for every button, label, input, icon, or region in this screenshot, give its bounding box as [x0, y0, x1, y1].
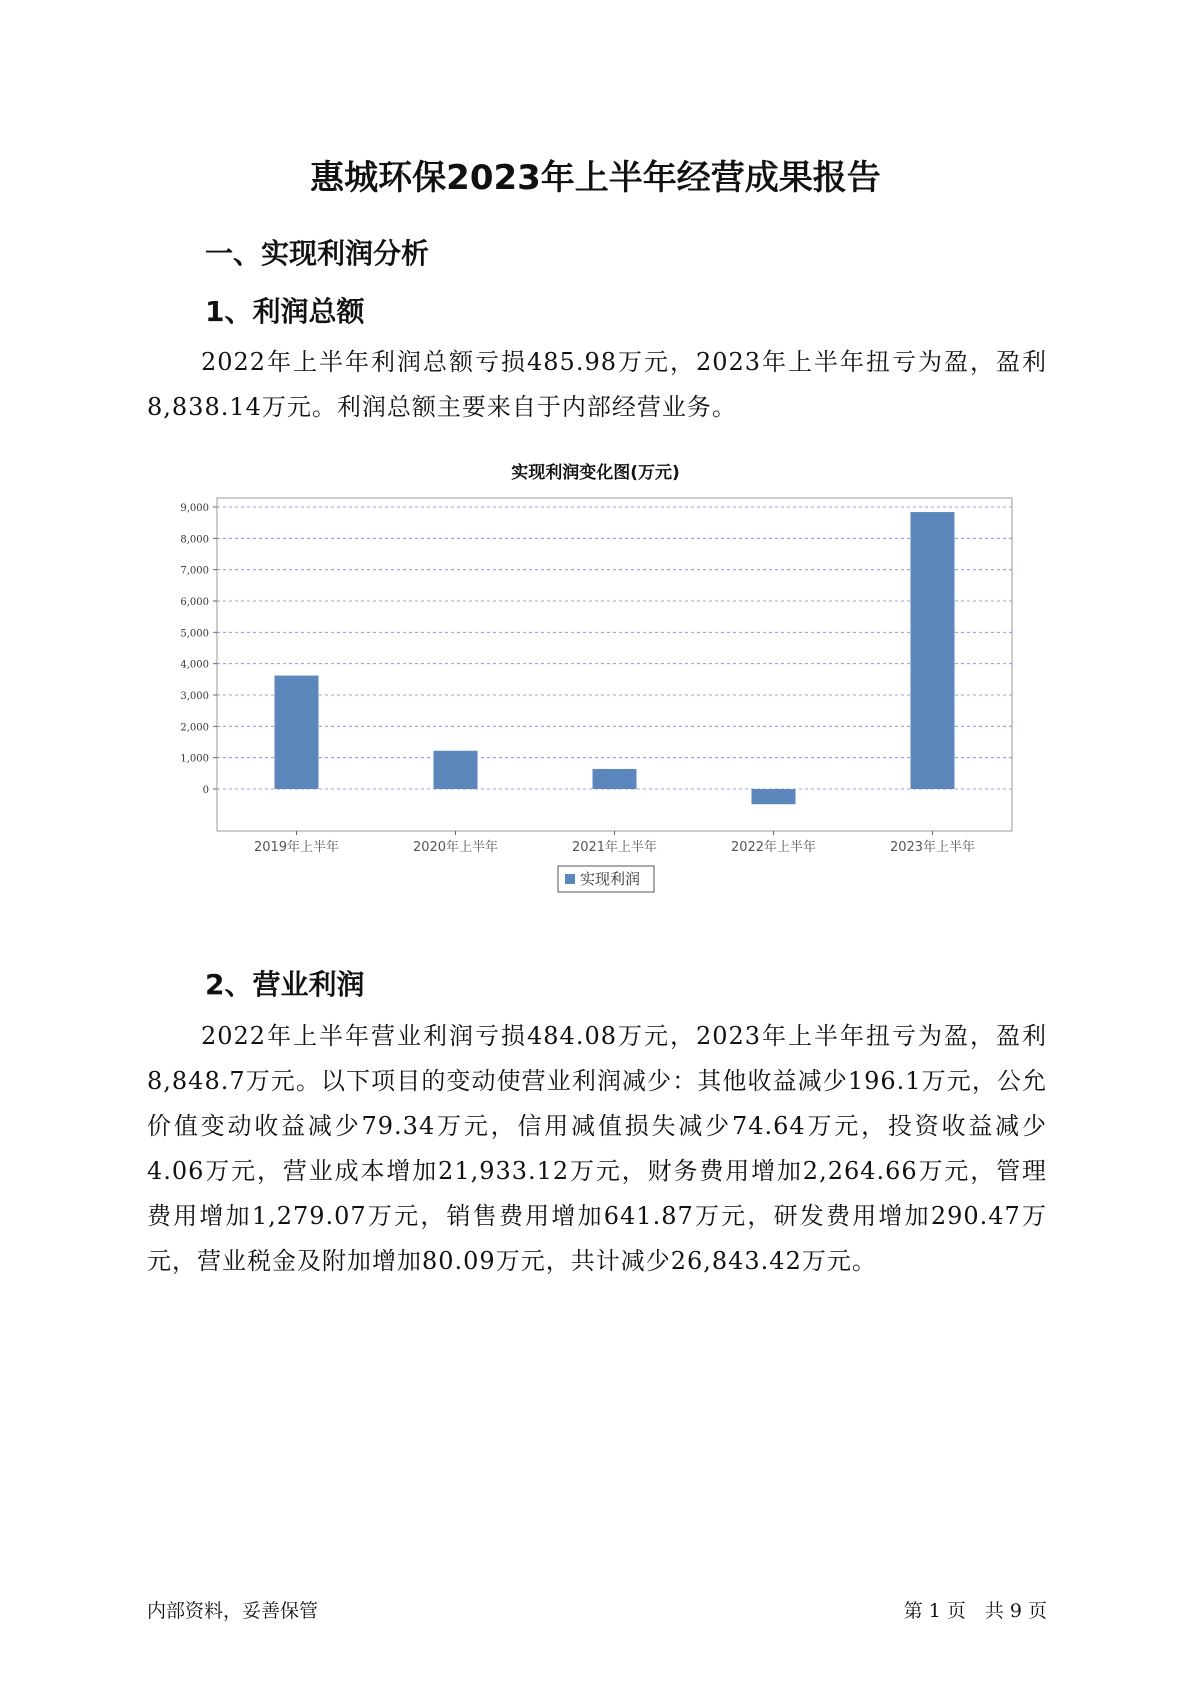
bar: [593, 769, 637, 789]
x-tick-label: 2023年上半年: [889, 840, 976, 855]
x-tick-label: 2020年上半年: [412, 840, 499, 855]
legend-swatch: [565, 874, 575, 884]
total-profit-paragraph: 2022年上半年利润总额亏损485.98万元，2023年上半年扭亏为盈，盈利8,838.14万元。利润总额主要来自于内部经营业务。: [147, 348, 1047, 421]
y-tick-label: 5,000: [180, 628, 209, 640]
footer-page-number: 第 1 页 共 9 页: [903, 1600, 1047, 1622]
profit-bar-chart: [160, 492, 1040, 912]
chart-title: 实现利润变化图(万元): [511, 463, 680, 483]
y-tick-label: 1,000: [180, 753, 209, 765]
bar: [275, 676, 319, 789]
y-tick-label: 9,000: [180, 503, 209, 514]
y-tick-label: 3,000: [180, 691, 209, 702]
section-heading-profit-analysis: 一、实现利润分析: [205, 237, 430, 270]
bar: [911, 512, 955, 789]
operating-profit-paragraph: 2022年上半年营业利润亏损484.08万元，2023年上半年扭亏为盈，盈利8,848.7万元。以下项目的变动使营业利润减少：其他收益减少196.1万元，公允价值变动收益减少79.34万元，信用减值损失减少74.64万元，投资收益减少4.06万元，营业成本增加21,933.12万元，财务费用增加2,264.66万元，管理费用增加1,279.07万元，销售费用增加641.87万元，研发费用增加290.47万元，营业税金及附加增加80.09万元，共计减少26,843.42万元。: [147, 1022, 1047, 1275]
x-tick-label: 2022年上半年: [730, 840, 817, 855]
legend-label: 实现利润: [580, 870, 641, 888]
y-tick-label: 2,000: [180, 722, 209, 734]
x-tick-label: 2021年上半年: [571, 840, 658, 855]
bar: [752, 789, 796, 804]
y-tick-label: 7,000: [180, 565, 209, 577]
subheading-total-profit: 1、利润总额: [205, 295, 365, 328]
y-tick-label: 4,000: [180, 659, 209, 671]
y-tick-label: 0: [202, 785, 209, 796]
y-tick-label: 6,000: [180, 597, 209, 608]
footer-confidential-note: 内部资料，妥善保管: [147, 1600, 319, 1622]
x-tick-label: 2019年上半年: [253, 840, 340, 855]
y-tick-label: 8,000: [180, 534, 209, 546]
subheading-operating-profit: 2、营业利润: [205, 968, 365, 1001]
bar: [434, 751, 478, 789]
report-title: 惠城环保2023年上半年经营成果报告: [310, 158, 881, 198]
